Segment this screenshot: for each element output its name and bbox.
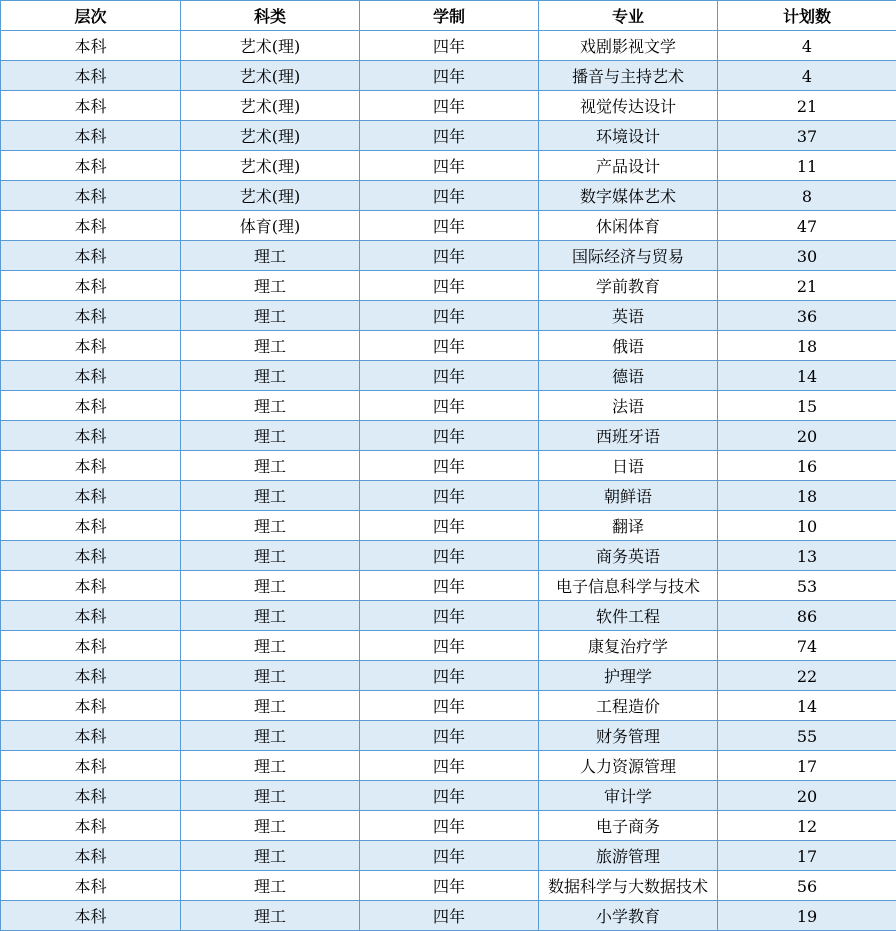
cell-duration: 四年: [360, 901, 539, 931]
cell-major: 软件工程: [539, 601, 718, 631]
table-row: [1, 541, 896, 571]
cell-plan-count: 20: [718, 781, 896, 811]
header-level: 层次: [1, 1, 181, 31]
cell-duration: 四年: [360, 511, 539, 541]
cell-category: 理工: [181, 451, 360, 481]
cell-major: 工程造价: [539, 691, 718, 721]
table-row: [1, 31, 896, 61]
cell-category: 理工: [181, 751, 360, 781]
cell-level: 本科: [1, 211, 181, 241]
table-row: [1, 451, 896, 481]
cell-duration: 四年: [360, 871, 539, 901]
cell-duration: 四年: [360, 781, 539, 811]
cell-plan-count: 30: [718, 241, 896, 271]
cell-category: 艺术(理): [181, 151, 360, 181]
cell-level: 本科: [1, 571, 181, 601]
cell-category: 艺术(理): [181, 91, 360, 121]
cell-plan-count: 19: [718, 901, 896, 931]
cell-plan-count: 16: [718, 451, 896, 481]
cell-major: 电子信息科学与技术: [539, 571, 718, 601]
header-major: 专业: [539, 1, 718, 31]
cell-major: 英语: [539, 301, 718, 331]
cell-major: 数字媒体艺术: [539, 181, 718, 211]
table-row: [1, 241, 896, 271]
cell-duration: 四年: [360, 301, 539, 331]
cell-category: 理工: [181, 361, 360, 391]
cell-plan-count: 14: [718, 691, 896, 721]
cell-major: 电子商务: [539, 811, 718, 841]
table-row: [1, 271, 896, 301]
cell-plan-count: 15: [718, 391, 896, 421]
cell-plan-count: 4: [718, 31, 896, 61]
cell-major: 戏剧影视文学: [539, 31, 718, 61]
cell-level: 本科: [1, 241, 181, 271]
cell-level: 本科: [1, 841, 181, 871]
cell-plan-count: 47: [718, 211, 896, 241]
cell-level: 本科: [1, 661, 181, 691]
cell-plan-count: 4: [718, 61, 896, 91]
cell-duration: 四年: [360, 331, 539, 361]
cell-level: 本科: [1, 61, 181, 91]
table-row: [1, 391, 896, 421]
table-row: [1, 301, 896, 331]
cell-level: 本科: [1, 451, 181, 481]
table-row: [1, 421, 896, 451]
cell-category: 理工: [181, 871, 360, 901]
cell-plan-count: 17: [718, 841, 896, 871]
table-row: [1, 151, 896, 181]
cell-duration: 四年: [360, 841, 539, 871]
table-row: [1, 61, 896, 91]
table-row: [1, 121, 896, 151]
cell-category: 理工: [181, 481, 360, 511]
cell-plan-count: 11: [718, 151, 896, 181]
cell-plan-count: 74: [718, 631, 896, 661]
cell-duration: 四年: [360, 391, 539, 421]
cell-category: 理工: [181, 571, 360, 601]
cell-category: 理工: [181, 721, 360, 751]
cell-plan-count: 22: [718, 661, 896, 691]
table-header: [1, 1, 896, 31]
cell-major: 商务英语: [539, 541, 718, 571]
cell-major: 休闲体育: [539, 211, 718, 241]
cell-duration: 四年: [360, 91, 539, 121]
cell-level: 本科: [1, 871, 181, 901]
cell-plan-count: 13: [718, 541, 896, 571]
cell-category: 理工: [181, 331, 360, 361]
cell-level: 本科: [1, 331, 181, 361]
cell-level: 本科: [1, 271, 181, 301]
cell-duration: 四年: [360, 361, 539, 391]
cell-level: 本科: [1, 301, 181, 331]
cell-major: 播音与主持艺术: [539, 61, 718, 91]
cell-duration: 四年: [360, 151, 539, 181]
table-row: [1, 631, 896, 661]
cell-duration: 四年: [360, 421, 539, 451]
cell-major: 法语: [539, 391, 718, 421]
cell-category: 理工: [181, 631, 360, 661]
cell-major: 审计学: [539, 781, 718, 811]
cell-category: 理工: [181, 391, 360, 421]
cell-level: 本科: [1, 691, 181, 721]
table-row: [1, 571, 896, 601]
cell-level: 本科: [1, 511, 181, 541]
header-row: [1, 1, 896, 31]
cell-category: 理工: [181, 811, 360, 841]
cell-major: 旅游管理: [539, 841, 718, 871]
table-row: [1, 91, 896, 121]
cell-plan-count: 20: [718, 421, 896, 451]
table-row: [1, 691, 896, 721]
header-duration: 学制: [360, 1, 539, 31]
cell-major: 人力资源管理: [539, 751, 718, 781]
table-row: [1, 901, 896, 931]
cell-duration: 四年: [360, 631, 539, 661]
cell-category: 理工: [181, 541, 360, 571]
cell-plan-count: 56: [718, 871, 896, 901]
cell-plan-count: 37: [718, 121, 896, 151]
cell-plan-count: 86: [718, 601, 896, 631]
cell-major: 数据科学与大数据技术: [539, 871, 718, 901]
cell-category: 理工: [181, 661, 360, 691]
cell-duration: 四年: [360, 661, 539, 691]
cell-level: 本科: [1, 31, 181, 61]
cell-category: 理工: [181, 511, 360, 541]
table-row: [1, 181, 896, 211]
cell-duration: 四年: [360, 691, 539, 721]
cell-level: 本科: [1, 631, 181, 661]
cell-level: 本科: [1, 751, 181, 781]
cell-duration: 四年: [360, 481, 539, 511]
cell-level: 本科: [1, 121, 181, 151]
cell-plan-count: 36: [718, 301, 896, 331]
cell-duration: 四年: [360, 181, 539, 211]
cell-category: 理工: [181, 781, 360, 811]
cell-category: 理工: [181, 421, 360, 451]
cell-duration: 四年: [360, 211, 539, 241]
cell-major: 康复治疗学: [539, 631, 718, 661]
table-row: [1, 871, 896, 901]
table-row: [1, 331, 896, 361]
table-row: [1, 661, 896, 691]
cell-level: 本科: [1, 541, 181, 571]
cell-level: 本科: [1, 721, 181, 751]
cell-level: 本科: [1, 781, 181, 811]
cell-level: 本科: [1, 181, 181, 211]
header-plan-count: 计划数: [718, 1, 896, 31]
cell-major: 朝鲜语: [539, 481, 718, 511]
table-row: [1, 481, 896, 511]
cell-category: 体育(理): [181, 211, 360, 241]
cell-category: 理工: [181, 841, 360, 871]
cell-plan-count: 8: [718, 181, 896, 211]
cell-major: 翻译: [539, 511, 718, 541]
cell-category: 艺术(理): [181, 31, 360, 61]
table-row: [1, 811, 896, 841]
cell-major: 俄语: [539, 331, 718, 361]
table-row: [1, 751, 896, 781]
cell-major: 小学教育: [539, 901, 718, 931]
cell-plan-count: 21: [718, 91, 896, 121]
cell-category: 艺术(理): [181, 61, 360, 91]
table-row: [1, 841, 896, 871]
cell-plan-count: 14: [718, 361, 896, 391]
cell-plan-count: 10: [718, 511, 896, 541]
table-row: [1, 511, 896, 541]
cell-category: 理工: [181, 301, 360, 331]
table-row: [1, 781, 896, 811]
table-row: [1, 211, 896, 241]
cell-major: 国际经济与贸易: [539, 241, 718, 271]
cell-major: 视觉传达设计: [539, 91, 718, 121]
cell-level: 本科: [1, 481, 181, 511]
cell-plan-count: 12: [718, 811, 896, 841]
table-row: [1, 601, 896, 631]
cell-category: 理工: [181, 241, 360, 271]
cell-major: 财务管理: [539, 721, 718, 751]
cell-plan-count: 17: [718, 751, 896, 781]
cell-duration: 四年: [360, 271, 539, 301]
cell-duration: 四年: [360, 31, 539, 61]
cell-category: 理工: [181, 901, 360, 931]
cell-level: 本科: [1, 151, 181, 181]
cell-category: 理工: [181, 691, 360, 721]
cell-duration: 四年: [360, 61, 539, 91]
cell-level: 本科: [1, 391, 181, 421]
cell-level: 本科: [1, 361, 181, 391]
table-row: [1, 361, 896, 391]
cell-duration: 四年: [360, 811, 539, 841]
cell-major: 西班牙语: [539, 421, 718, 451]
cell-major: 日语: [539, 451, 718, 481]
cell-duration: 四年: [360, 571, 539, 601]
cell-duration: 四年: [360, 541, 539, 571]
cell-duration: 四年: [360, 601, 539, 631]
cell-plan-count: 18: [718, 331, 896, 361]
cell-category: 艺术(理): [181, 181, 360, 211]
table-row: [1, 721, 896, 751]
cell-plan-count: 18: [718, 481, 896, 511]
cell-duration: 四年: [360, 121, 539, 151]
cell-major: 环境设计: [539, 121, 718, 151]
cell-duration: 四年: [360, 751, 539, 781]
cell-plan-count: 55: [718, 721, 896, 751]
table-body: [1, 31, 896, 931]
cell-duration: 四年: [360, 721, 539, 751]
cell-major: 产品设计: [539, 151, 718, 181]
cell-major: 护理学: [539, 661, 718, 691]
cell-category: 理工: [181, 601, 360, 631]
cell-level: 本科: [1, 901, 181, 931]
cell-level: 本科: [1, 601, 181, 631]
cell-duration: 四年: [360, 241, 539, 271]
header-category: 科类: [181, 1, 360, 31]
cell-plan-count: 53: [718, 571, 896, 601]
cell-category: 理工: [181, 271, 360, 301]
cell-major: 德语: [539, 361, 718, 391]
cell-category: 艺术(理): [181, 121, 360, 151]
cell-major: 学前教育: [539, 271, 718, 301]
cell-level: 本科: [1, 811, 181, 841]
cell-level: 本科: [1, 91, 181, 121]
cell-duration: 四年: [360, 451, 539, 481]
cell-level: 本科: [1, 421, 181, 451]
cell-plan-count: 21: [718, 271, 896, 301]
